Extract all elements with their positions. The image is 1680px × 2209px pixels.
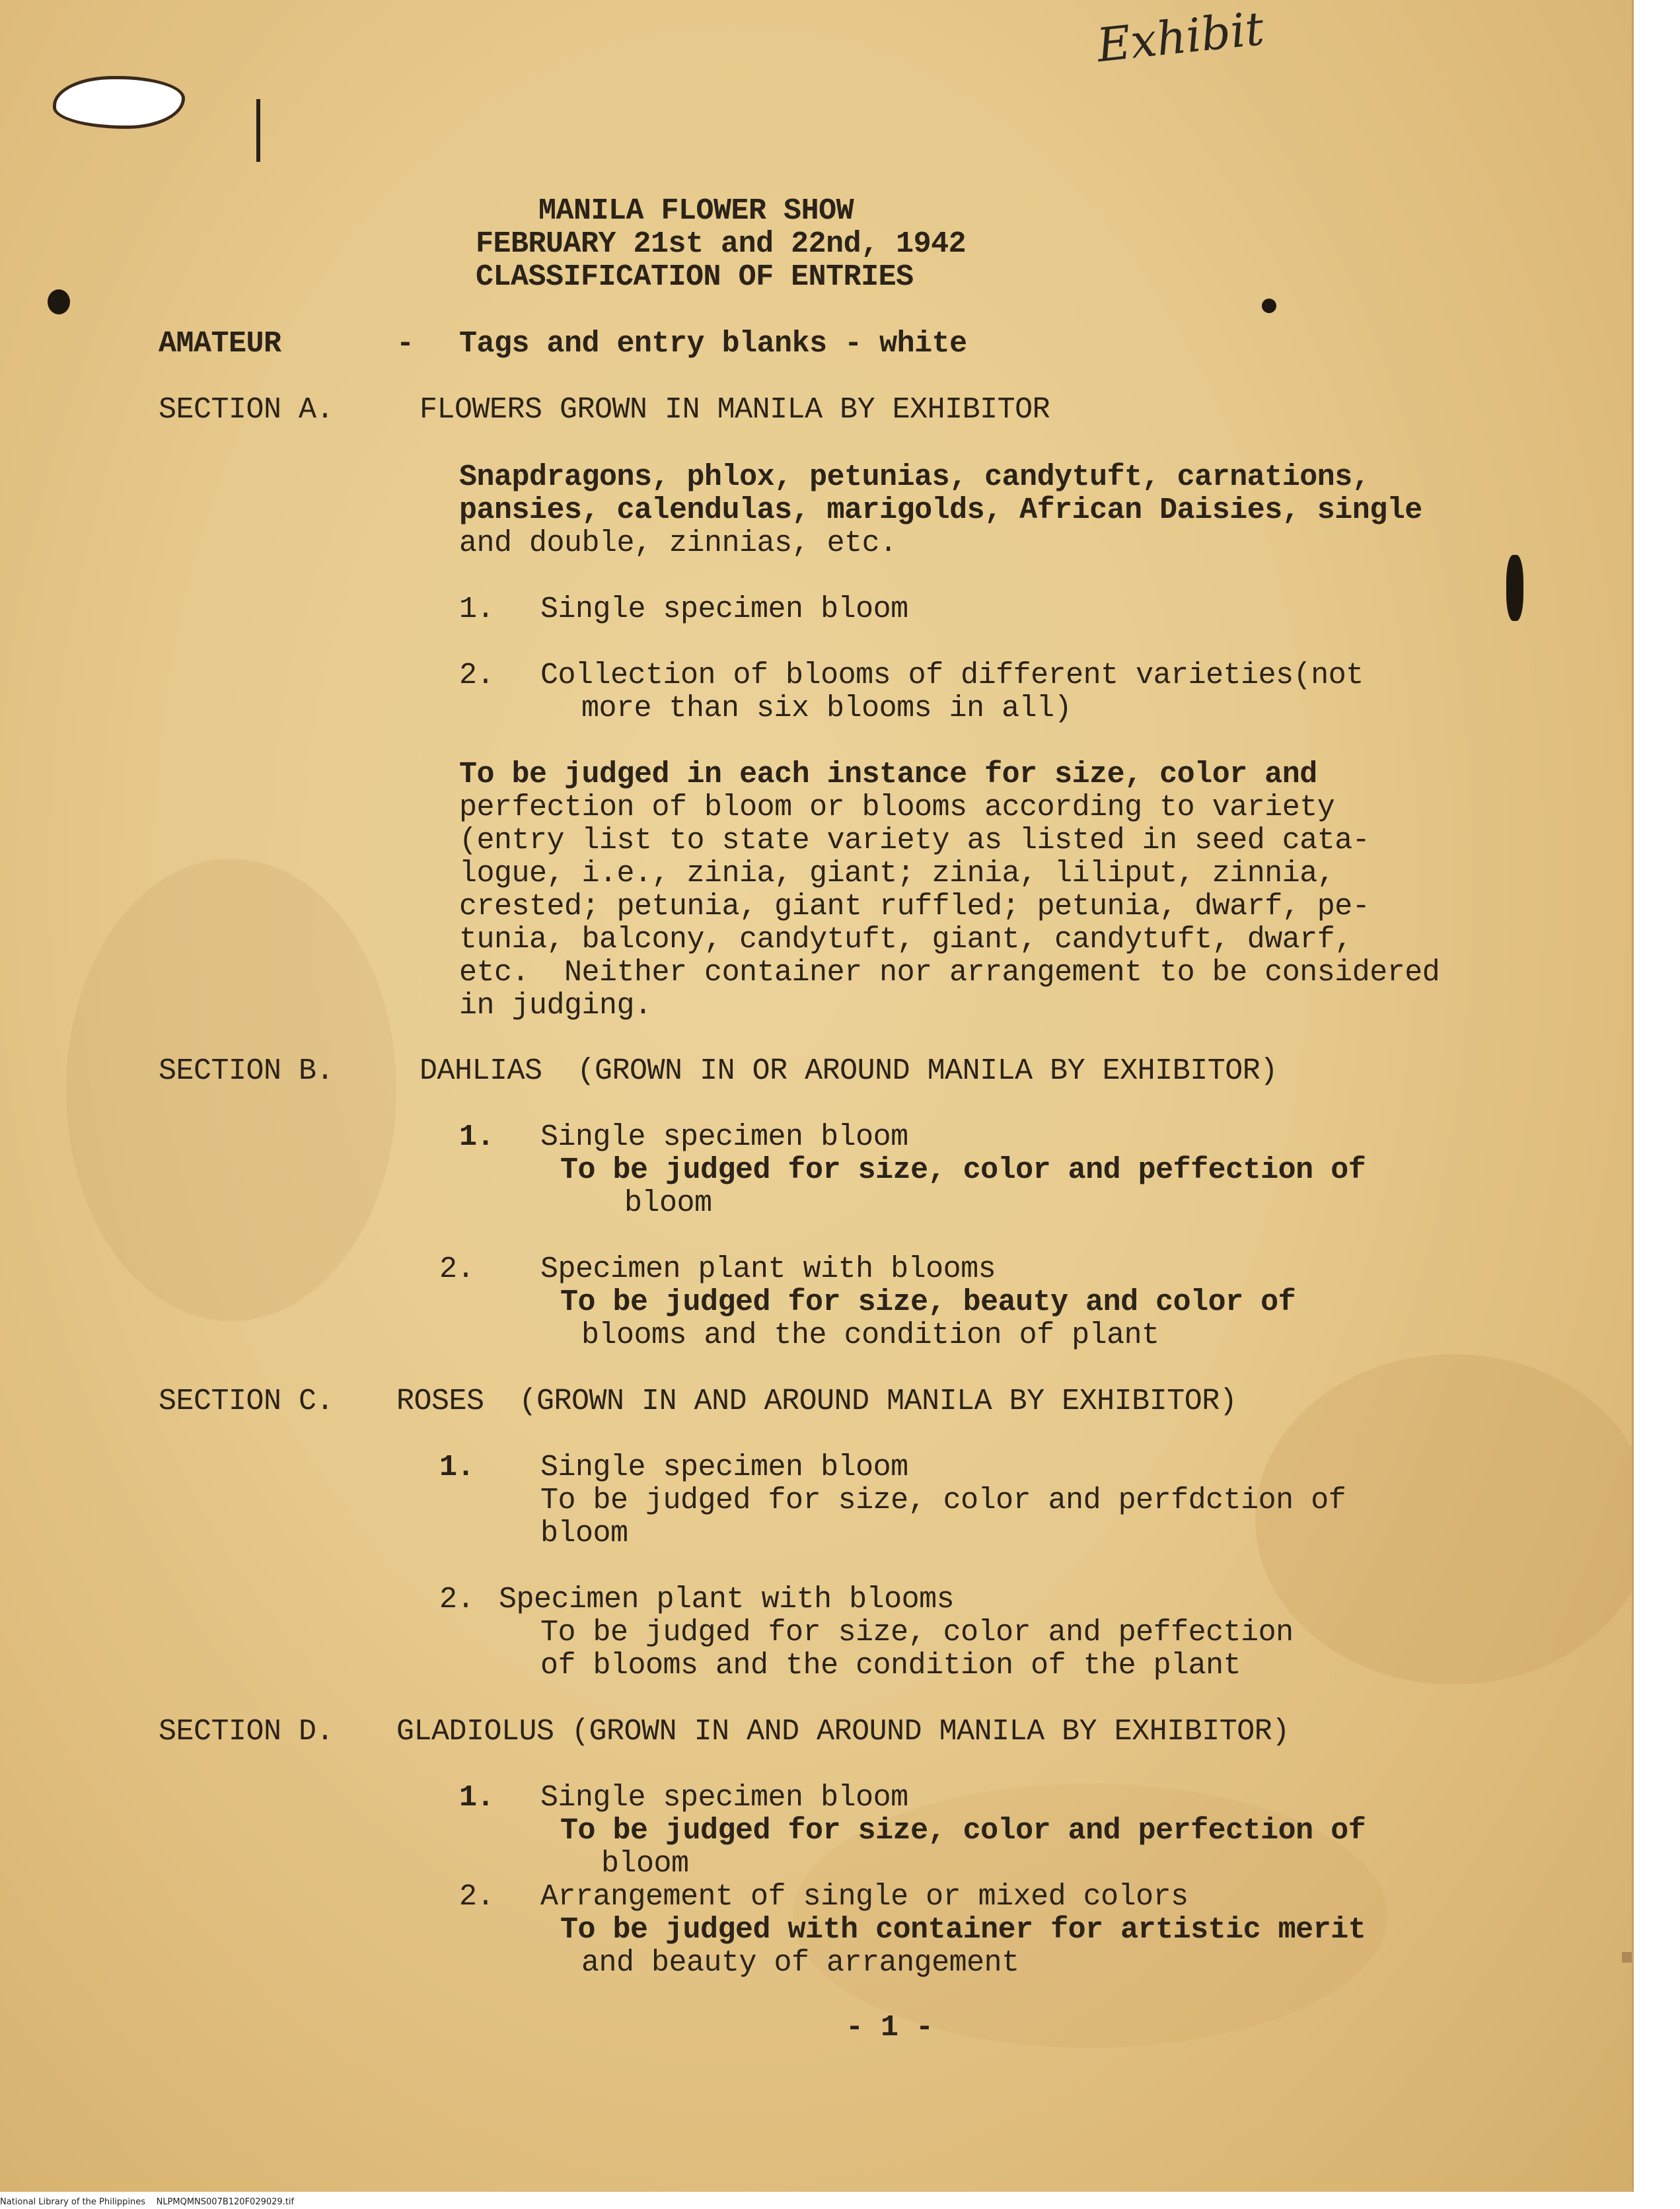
document-subtitle: CLASSIFICATION OF ENTRIES xyxy=(476,260,914,294)
ink-blot xyxy=(1262,299,1276,313)
document-dates: FEBRUARY 21st and 22nd, 1942 xyxy=(476,227,967,261)
section-a-label: SECTION A. xyxy=(159,393,334,427)
document-title: MANILA FLOWER SHOW xyxy=(538,194,854,228)
section-d-item-text: To be judged with container for artistic merit xyxy=(560,1913,1366,1947)
section-b-item-text: To be judged for size, beauty and color of xyxy=(560,1286,1296,1319)
paper-chip xyxy=(1622,1952,1634,1963)
section-c-item-number: 1. xyxy=(439,1451,475,1484)
section-c-item-text: To be judged for size, color and peffection xyxy=(540,1616,1294,1649)
section-a-judging-line: (entry list to state variety as listed in seed cata- xyxy=(459,824,1370,857)
scan-footer: National Library of the Philippines NLPMQMNS007B120F029029.tif xyxy=(0,2197,295,2207)
section-c-item-text: Specimen plant with blooms xyxy=(499,1583,955,1616)
amateur-label: AMATEUR xyxy=(159,327,281,361)
ink-blot xyxy=(1506,555,1523,621)
section-a-judging-line: crested; petunia, giant ruffled; petunia, dwarf, pe- xyxy=(459,890,1370,923)
page-number: - 1 - xyxy=(846,2011,933,2045)
section-d-item-text: and beauty of arrangement xyxy=(581,1946,1019,1980)
paper-stain xyxy=(66,859,396,1321)
section-b-item-number: 1. xyxy=(459,1120,495,1154)
section-a-item-number: 2. xyxy=(459,659,495,692)
amateur-text: Tags and entry blanks - white xyxy=(459,327,967,361)
amateur-dash: - xyxy=(396,327,414,361)
handwritten-note: Exhibit xyxy=(1094,1,1266,73)
section-c-item-number: 2. xyxy=(439,1583,475,1616)
section-a-item-number: 1. xyxy=(459,593,495,626)
section-a-judging-line: etc. Neither container nor arrangement to be considered xyxy=(459,956,1440,990)
section-a-intro-line: pansies, calendulas, marigolds, African Daisies, single xyxy=(459,493,1422,527)
paper-stain xyxy=(1255,1354,1634,1684)
section-a-item-text: Collection of blooms of different varieties(not xyxy=(540,659,1364,692)
section-b-item-number: 2. xyxy=(439,1252,475,1286)
section-a-judging-line: tunia, balcony, candytuft, giant, candytuft, dwarf, xyxy=(459,923,1352,957)
section-d-item-number: 2. xyxy=(459,1880,495,1914)
section-a-item-text: Single specimen bloom xyxy=(540,593,908,626)
ink-blot xyxy=(48,289,70,314)
section-d-title: GLADIOLUS (GROWN IN AND AROUND MANILA BY EXHIBITOR) xyxy=(396,1715,1290,1749)
section-a-judging-line: To be judged in each instance for size, color and xyxy=(459,758,1317,791)
section-b-item-text: Specimen plant with blooms xyxy=(540,1252,996,1286)
section-d-item-text: Single specimen bloom xyxy=(540,1781,908,1815)
section-a-judging-line: perfection of bloom or blooms according to variety xyxy=(459,791,1335,824)
section-d-item-number: 1. xyxy=(459,1781,495,1815)
section-a-judging-line: in judging. xyxy=(459,989,652,1023)
section-a-intro-line: and double, zinnias, etc. xyxy=(459,526,897,560)
section-c-item-text: To be judged for size, color and perfdction of xyxy=(540,1484,1346,1517)
section-c-item-text: of blooms and the condition of the plant xyxy=(540,1649,1241,1683)
section-b-item-text: Single specimen bloom xyxy=(540,1120,908,1154)
section-c-title: ROSES (GROWN IN AND AROUND MANILA BY EXHIBITOR) xyxy=(396,1385,1237,1418)
section-d-label: SECTION D. xyxy=(159,1715,334,1749)
torn-hole xyxy=(56,79,182,126)
section-d-item-text: Arrangement of single or mixed colors xyxy=(540,1880,1188,1914)
section-a-item-text: more than six blooms in all) xyxy=(581,692,1072,725)
section-c-item-text: Single specimen bloom xyxy=(540,1451,908,1484)
section-a-title: FLOWERS GROWN IN MANILA BY EXHIBITOR xyxy=(420,393,1050,427)
section-b-title: DAHLIAS (GROWN IN OR AROUND MANILA BY EXHIBITOR) xyxy=(420,1054,1278,1088)
section-b-item-text: To be judged for size, color and peffection of xyxy=(560,1153,1366,1187)
section-a-intro-line: Snapdragons, phlox, petunias, candytuft, carnations, xyxy=(459,460,1370,494)
section-a-judging-line: logue, i.e., zinia, giant; zinia, liliput, zinnia, xyxy=(459,857,1335,890)
section-b-item-text: bloom xyxy=(624,1186,712,1220)
section-c-label: SECTION C. xyxy=(159,1385,334,1418)
pencil-mark xyxy=(256,99,260,162)
section-b-item-text: blooms and the condition of plant xyxy=(581,1319,1159,1352)
section-b-label: SECTION B. xyxy=(159,1054,334,1088)
section-d-item-text: bloom xyxy=(601,1847,689,1881)
section-c-item-text: bloom xyxy=(540,1517,628,1550)
section-d-item-text: To be judged for size, color and perfection of xyxy=(560,1814,1366,1848)
